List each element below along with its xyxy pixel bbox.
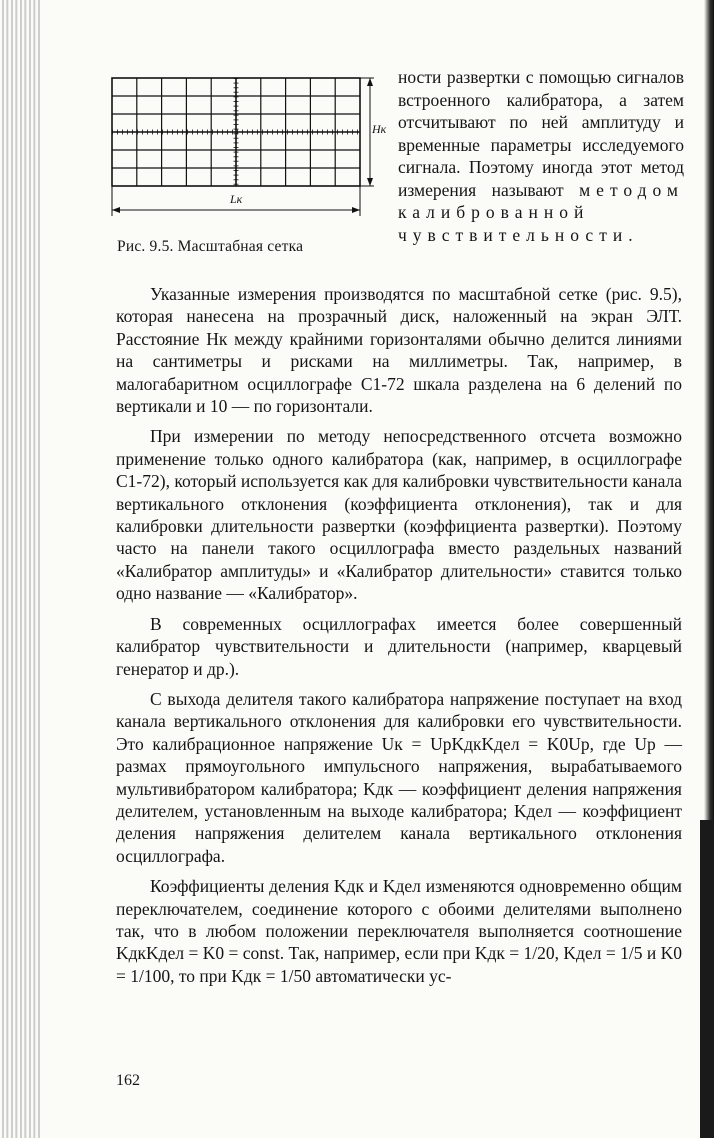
paragraph-4: С выхода делителя такого калибратора напряжение поступает на вход канала вертикального отклонения для калибровки его чувствительности. Это калибрационное напряжение Uк = UрKдкKдел = K0Uр, где Uр — размах прямоугольного импульсного напряжения, вырабатываемого мультивибратором калибратора; Kдк — коэффициент деления напряжения делителем, установленным на выходе калибратора; Kдел — коэффициент деления напряжения делителем канала вертикального отклонения осциллографа. xyxy=(116,688,682,866)
paragraph-5: Коэффициенты деления Kдк и Kдел изменяются одновременно общим переключателем, соединение которого с обоими делителями выполнено так, что в любом положении переключателя выполняется соотношение KдкKдел = K0 = const. Так, например, если при Kдк = 1/20, Kдел = 1/5 и K0 = 1/100, то при Kдк = 1/50 автоматически ус- xyxy=(116,876,682,986)
paragraph-1: Указанные измерения производятся по масштабной сетке (рис. 9.5), которая нанесена на прозрачный диск, наложенный на экран ЭЛТ. Расстояние Hк между крайними горизонталями обычно делится линиями на сантиметры и рисками на миллиметры. Так, например, в малогабаритном осциллографе С1-72 шкала разделена на 6 делений по вертикали и 10 — по горизонтали. xyxy=(116,284,682,417)
side-paragraph-text: ности развертки с помощью сигналов встроенного калибратора, а затем отсчитывают по ней амплитуду и временные параметры исследуемого сигнала. Поэтому иногда этот метод измерения называют xyxy=(398,67,684,200)
paragraph-2: При измерении по методу непосредственного отсчета возможно применение только одного калибратора (как, например, в осциллографе С1-72), который используется как для калибровки чувствительности канала вертикального отклонения (коэффициента отклонения), так и для калибровки длительности развертки (коэффициента развертки). Поэтому часто на панели такого осциллографа вместо раздельных названий «Калибратор амплитуды» и «Калибратор длительности» ставится только одно название — «Калибратор». xyxy=(116,426,682,604)
length-label: Lк xyxy=(230,192,243,206)
scale-grid-figure xyxy=(108,62,387,262)
body-text xyxy=(116,283,682,995)
height-label: Hк xyxy=(372,122,387,136)
paragraph-3: В современных осциллографах имеется более совершенный калибратор чувствительности и длительности (например, кварцевый генератор и др.). xyxy=(116,613,682,679)
side-emphasis-text: методом калиброванной чувствительности. xyxy=(398,179,685,245)
scale-grid-drawing xyxy=(108,62,380,232)
page-binding-shadow xyxy=(0,0,40,1138)
page-number: 162 xyxy=(116,1072,140,1089)
side-paragraph xyxy=(398,66,684,246)
figure-caption: Рис. 9.5. Масштабная сетка xyxy=(117,238,304,255)
page-edge-shadow-bottom xyxy=(700,820,714,1138)
side-text-block xyxy=(398,66,684,246)
